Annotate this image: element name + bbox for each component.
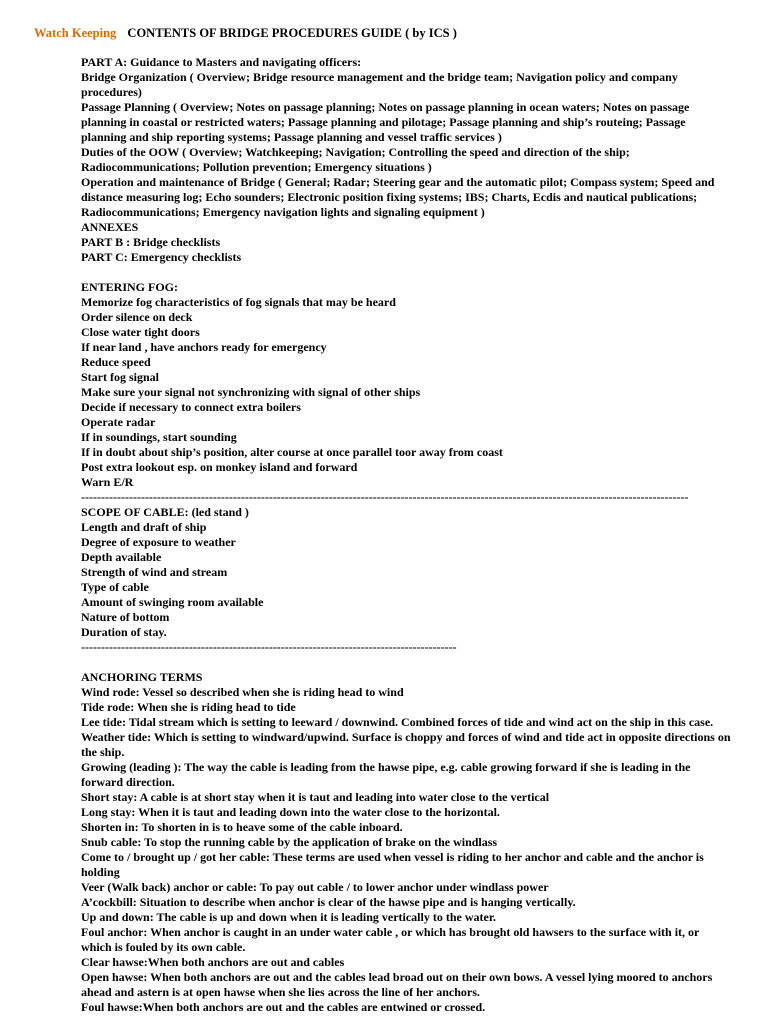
term-item: Foul anchor: When anchor is caught in an under water cable , or which has brought old hawsers to the surface with it, or which is fouled by its own cable.: [81, 925, 700, 954]
section-heading: ANCHORING TERMS: [81, 670, 203, 684]
list-item: If near land , have anchors ready for emergency: [81, 340, 327, 354]
list-item: Nature of bottom: [81, 610, 170, 624]
term-item: Long stay: When it is taut and leading down into the water close to the horizontal.: [81, 805, 500, 819]
section-divider: ----------------------------------------------------------------------------------------------: [81, 640, 457, 654]
term-item: Clear hawse:When both anchors are out and cables: [81, 955, 345, 969]
document-body: [81, 55, 731, 1015]
term-item: A’cockbill: Situation to describe when anchor is clear of the hawse pipe and is hanging vertically.: [81, 895, 576, 909]
term-item: Veer (Walk back) anchor or cable: To pay out cable / to lower anchor under windlass power: [81, 880, 549, 894]
contents-line: Duties of the OOW ( Overview; Watchkeeping; Navigation; Controlling the speed and direction of the ship; Radiocommunications; Pollution prevention; Emergency situations ): [81, 145, 630, 174]
contents-line: PART C: Emergency checklists: [81, 250, 242, 264]
list-item: Order silence on deck: [81, 310, 193, 324]
list-item: Reduce speed: [81, 355, 151, 369]
section-heading: ENTERING FOG:: [81, 280, 179, 294]
section-divider: --------------------------------------------------------------------------------------------------------------------------------------------------------: [81, 490, 689, 504]
term-item: Weather tide: Which is setting to windward/upwind. Surface is choppy and forces of wind and tide act in opposite directions on the ship.: [81, 730, 731, 759]
list-item: Amount of swinging room available: [81, 595, 264, 609]
list-item: Duration of stay.: [81, 625, 167, 639]
list-item: Close water tight doors: [81, 325, 200, 339]
spacer: [81, 265, 731, 280]
list-item: Decide if necessary to connect extra boilers: [81, 400, 301, 414]
list-item: Operate radar: [81, 415, 156, 429]
page-header: [34, 25, 457, 41]
term-item: Growing (leading ): The way the cable is leading from the hawse pipe, e.g. cable growing forward if she is leading in the forward direction.: [81, 760, 691, 789]
term-item: Tide rode: When she is riding head to tide: [81, 700, 296, 714]
contents-line: ANNEXES: [81, 220, 139, 234]
contents-line: Bridge Organization ( Overview; Bridge resource management and the bridge team; Navigation policy and company procedures): [81, 70, 678, 99]
list-item: Make sure your signal not synchronizing with signal of other ships: [81, 385, 421, 399]
term-item: Foul hawse:When both anchors are out and the cables are entwined or crossed.: [81, 1000, 486, 1014]
contents-line: PART B : Bridge checklists: [81, 235, 221, 249]
fog-section: [81, 280, 731, 490]
term-item: Short stay: A cable is at short stay when it is taut and leading into water close to the vertical: [81, 790, 550, 804]
term-item: Lee tide: Tidal stream which is setting to leeward / downwind. Combined forces of tide and wind act on the ship in this case.: [81, 715, 714, 729]
contents-line: Operation and maintenance of Bridge ( General; Radar; Steering gear and the automatic pilot; Compass system; Speed and distance measuring log; Echo sounders; Electronic position fixing systems; IBS; Charts, Ecdis and nautical publications; Radiocommunications; Emergency navigation lights and signaling equipment ): [81, 175, 715, 219]
contents-line: PART A: Guidance to Masters and navigating officers:: [81, 55, 362, 69]
list-item: Type of cable: [81, 580, 149, 594]
contents-line: Passage Planning ( Overview; Notes on passage planning; Notes on passage planning in ocean waters; Notes on passage planning in coastal or restricted waters; Passage planning and pilotage; Passage planning and ship’s routeing; Passage planning and ship reporting systems; Passage planning and vessel traffic services ): [81, 100, 690, 144]
term-item: Come to / brought up / got her cable: These terms are used when vessel is riding to her anchor and cable and the anchor is holding: [81, 850, 704, 879]
document-title: CONTENTS OF BRIDGE PROCEDURES GUIDE ( by ICS ): [127, 26, 457, 40]
list-item: Post extra lookout esp. on monkey island and forward: [81, 460, 358, 474]
term-item: Open hawse: When both anchors are out and the cables lead broad out on their own bows. A vessel lying moored to anchors ahead and astern is at open hawse when she lies across the line of her anchors.: [81, 970, 713, 999]
list-item: If in doubt about ship’s position, alter course at once parallel toor away from coast: [81, 445, 503, 459]
cable-section: [81, 505, 731, 640]
list-item: Depth available: [81, 550, 162, 564]
term-item: Up and down: The cable is up and down when it is leading vertically to the water.: [81, 910, 497, 924]
section-heading: SCOPE OF CABLE: (led stand ): [81, 505, 249, 519]
list-item: Length and draft of ship: [81, 520, 207, 534]
list-item: Strength of wind and stream: [81, 565, 228, 579]
term-item: Shorten in: To shorten in is to heave some of the cable inboard.: [81, 820, 403, 834]
list-item: Memorize fog characteristics of fog signals that may be heard: [81, 295, 396, 309]
term-item: Snub cable: To stop the running cable by the application of brake on the windlass: [81, 835, 498, 849]
list-item: Degree of exposure to weather: [81, 535, 236, 549]
anchoring-section: [81, 670, 731, 1015]
section-label: Watch Keeping: [34, 26, 117, 40]
contents-block: [81, 55, 731, 265]
term-item: Wind rode: Vessel so described when she is riding head to wind: [81, 685, 404, 699]
list-item: Warn E/R: [81, 475, 134, 489]
list-item: If in soundings, start sounding: [81, 430, 237, 444]
list-item: Start fog signal: [81, 370, 159, 384]
spacer: [81, 655, 731, 670]
